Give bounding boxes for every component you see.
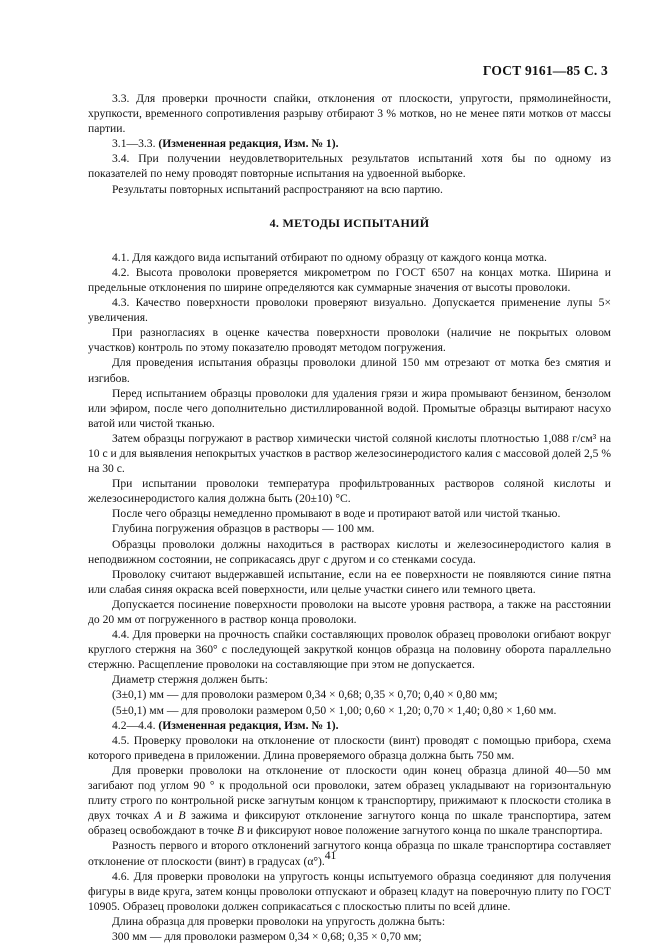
page-number: 41 xyxy=(324,849,337,862)
amendment-note-4 xyxy=(88,718,611,733)
section-title-4: 4. МЕТОДЫ ИСПЫТАНИЙ xyxy=(269,215,430,230)
paragraph-4-2: 4.2. Высота проволоки проверяется микрометром по ГОСТ 6507 на концах мотка. Ширина и предельные отклонения по ширине определяются как суммарные значения от высоты проволоки. xyxy=(88,265,611,294)
paragraph-4-3-disagreement: При разногласиях в оценке качества поверхности проволоки (наличие не покрытых оловом участков) контроль по этому показателю проводят методом погружения. xyxy=(88,326,611,355)
amendment-note-3 xyxy=(88,136,611,151)
paragraph-4-3-sample-length: Для проведения испытания образцы проволоки длиной 150 мм отрезают от мотка без смятия и изгибов. xyxy=(88,356,611,385)
paragraph-4-3-temperature: При испытании проволоки температура профильтрованных растворов соляной кислоты и железосинеродистого калия должна быть (20±10) °С. xyxy=(88,477,611,506)
text-fragment: и xyxy=(166,809,174,823)
paragraph-4-3-depth: Глубина погружения образцов в растворы — 100 мм. xyxy=(112,522,375,536)
text-fragment: Для проверки проволоки на отклонение от плоскости один конец образца длиной 40—50 мм загибают под углом 90 ° к продольной оси проволоки, затем образец укладывают на горизонтальную плиту строго по контрольной риске загнутым концом к транспортиру, прижимают к плоскости столика в двух точках xyxy=(88,763,611,823)
point-b: В xyxy=(178,809,186,823)
paragraph-4-3-rinse: После чего образцы немедленно промывают в воде и протирают ватой или чистой тканью. xyxy=(112,507,561,521)
paragraph-4-5: 4.5. Проверку проволоки на отклонение от плоскости (винт) проводят с помощью прибора, схема которого приведена в приложении. Длина проверяемого образца должна быть 750 мм. xyxy=(88,733,611,762)
paragraph-4-6-300mm: 300 мм — для проволоки размером 0,34 × 0,68; 0,35 × 0,70 мм; xyxy=(112,929,422,943)
paragraph-4-4-diameter-5: (5±0,1) мм — для проволоки размером 0,50 × 1,00; 0,60 × 1,20; 0,70 × 1,40; 0,80 × 1,60 мм. xyxy=(112,703,557,717)
paragraph-4-5-difference: Разность первого и второго отклонений загнутого конца образца по шкале транспортира составляет отклонение от плоскости (винт) в градусах (α°). xyxy=(88,839,611,868)
paragraph-4-6: 4.6. Для проверки проволоки на упругость концы испытуемого образца соединяют для получения фигуры в виде круга, затем концы проволоки отпускают и образец кладут на поверочную плиту по ГОСТ 10905. Образец проволоки должен соприкасаться с плоскостью плиты по всей длине. xyxy=(88,869,611,913)
point-b: В xyxy=(236,824,244,838)
paragraph-3-4-result: Результаты повторных испытаний распространяют на всю партию. xyxy=(112,182,443,196)
paragraph-4-3-immersion: Затем образцы погружают в раствор химически чистой соляной кислоты плотностью 1,088 г/см³ на 10 с и для выявления непокрытых участков в раствор железосинеродистого калия с массовой долей 2,5 % на 30 с. xyxy=(88,431,611,476)
document-body xyxy=(88,91,611,944)
amendment-ref: 3.1—3.3. xyxy=(112,137,156,151)
paragraph-4-3: 4.3. Качество поверхности проволоки проверяют визуально. Допускается применение лупы 5× увеличения. xyxy=(88,296,611,325)
paragraph-4-3-allowance: Допускается посинение поверхности проволоки на высоте уровня раствора, а также на расстоянии до 20 мм от погруженного в раствор конца проволоки. xyxy=(88,597,611,626)
paragraph-4-4-diameter: Диаметр стержня должен быть: xyxy=(112,673,268,687)
paragraph-4-4-diameter-3: (3±0,1) мм — для проволоки размером 0,34 × 0,68; 0,35 × 0,70; 0,40 × 0,80 мм; xyxy=(112,688,498,702)
paragraph-4-3-stationary: Образцы проволоки должны находиться в растворах кислоты и железосинеродистого калия в неподвижном состоянии, не соприкасаясь друг с другом и со стенками сосуда. xyxy=(88,537,611,566)
amendment-label: (Измененная редакция, Изм. № 1). xyxy=(158,137,339,151)
text-fragment: зажима и фиксируют отклонение загнутого конца по шкале транспортира, затем образец освобождают в точке xyxy=(88,809,611,838)
paragraph-4-1: 4.1. Для каждого вида испытаний отбирают по одному образцу от каждого конца мотка. xyxy=(112,250,547,264)
paragraph-4-3-washing: Перед испытанием образцы проволоки для удаления грязи и жира промывают бензином, бензолом или эфиром, после чего дополнительно дистиллированной водой. Промытые образцы вытирают насухо ватой или чистой тканью. xyxy=(88,386,611,430)
paragraph-4-4: 4.4. Для проверки на прочность спайки составляющих проволок образец проволоки огибают вокруг круглого стержня на 360° с последующей закруткой концов образца на половину оборота параллельно стержню. Расщепление проволоки на составляющие при этом не допускается. xyxy=(88,628,611,672)
paragraph-3-3: 3.3. Для проверки прочности спайки, отклонения от плоскости, упругости, прямолинейности, хрупкости, временного сопротивления разрыву отбирают 3 % мотков, но не менее пяти мотков от массы партии. xyxy=(88,92,611,136)
text-fragment: и фиксируют новое положение загнутого конца по шкале транспортира. xyxy=(246,824,603,838)
paragraph-4-6-length: Длина образца для проверки проволоки на упругость должна быть: xyxy=(112,914,446,928)
page-header: ГОСТ 9161—85 С. 3 xyxy=(482,63,608,78)
amendment-label: (Измененная редакция, Изм. № 1). xyxy=(158,718,339,732)
point-a: А xyxy=(154,809,162,823)
amendment-ref: 4.2—4.4. xyxy=(112,718,156,732)
paragraph-3-4: 3.4. При получении неудовлетворительных результатов испытаний хотя бы по одному из показателей по нему проводят повторные испытания на удвоенной выборке. xyxy=(88,152,611,181)
paragraph-4-3-pass-criteria: Проволоку считают выдержавшей испытание, если на ее поверхности не появляются синие пятна или слабая синяя окраска всей поверхности, или целые участки синего или темного цвета. xyxy=(88,567,611,596)
paragraph-4-5-procedure xyxy=(88,763,611,838)
